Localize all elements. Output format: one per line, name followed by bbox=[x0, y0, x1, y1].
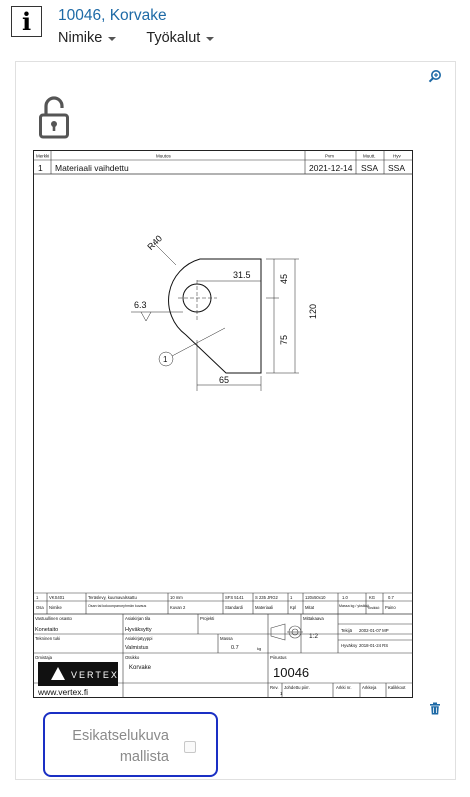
dim-height-total: 120 bbox=[308, 303, 318, 319]
menu-nimike[interactable] bbox=[58, 30, 116, 46]
menu-nimike-label: Nimike bbox=[58, 30, 103, 46]
menu-tyokalut[interactable] bbox=[146, 30, 214, 46]
bom-header: Standardi bbox=[225, 605, 243, 610]
tb-owner: Konetaito bbox=[35, 627, 59, 633]
bom-cell: 0.7 bbox=[388, 595, 394, 600]
bom-header: Massa kg / yksikkö bbox=[339, 604, 370, 608]
dim-height-upper: 45 bbox=[279, 273, 289, 284]
tb-doc-type: Valmistus bbox=[125, 645, 149, 651]
tb-scale: 1:2 bbox=[309, 633, 319, 640]
tb-creator: 2002-01-07 MP bbox=[359, 628, 389, 633]
tb-label: Asiakirjatyyppi bbox=[125, 636, 153, 641]
preview-option[interactable] bbox=[43, 712, 218, 777]
chevron-down-icon bbox=[108, 37, 116, 41]
zoom-in-icon[interactable] bbox=[428, 69, 442, 83]
rev-header-mark: Merkki bbox=[36, 153, 50, 159]
tb-label: Tekninen tuki bbox=[35, 636, 61, 641]
bom-header: Materiaali bbox=[255, 605, 274, 610]
rev-row-by: SSA bbox=[361, 163, 379, 173]
vertex-logo bbox=[38, 662, 119, 686]
info-glyph: i bbox=[21, 7, 32, 36]
rev-header-approved: Hyv bbox=[393, 153, 401, 159]
tb-approver: 2018-01-24 RS bbox=[359, 643, 389, 648]
menu-bar bbox=[58, 30, 214, 46]
tb-label: Mittakaava bbox=[303, 616, 324, 621]
tb-label: Kalikkoot bbox=[388, 685, 406, 690]
bom-cell: 120x50x10 bbox=[305, 595, 326, 600]
bom-header: Kuvan 2 bbox=[170, 605, 186, 610]
rev-row-approved: SSA bbox=[388, 163, 406, 173]
tb-rev: 1 bbox=[280, 691, 283, 696]
dim-roughness: 6.3 bbox=[134, 300, 147, 310]
bom-cell: 1.0 bbox=[342, 595, 348, 600]
tb-label: Arkkeja bbox=[362, 685, 377, 690]
tb-label: Arkki nr. bbox=[336, 685, 352, 690]
rev-row-change: Materiaali vaihdettu bbox=[55, 163, 129, 173]
bom-header: Osa bbox=[36, 605, 44, 610]
bom-header: Mitat bbox=[305, 605, 315, 610]
dim-width-bottom: 65 bbox=[219, 375, 230, 385]
bom-cell: 1 bbox=[290, 595, 293, 600]
item-title: 10046, Korvake bbox=[58, 7, 167, 24]
tb-label: Vastuullinen osasto bbox=[35, 616, 72, 621]
preview-label: Esikatselukuva mallista bbox=[72, 728, 169, 765]
bom-cell: KG bbox=[369, 595, 376, 600]
tb-label: Johdettu piirr. bbox=[284, 685, 310, 690]
bom-cell: VKS401 bbox=[49, 595, 65, 600]
tb-mass: 0.7 bbox=[231, 645, 239, 651]
tb-label: Asiakirjan tila bbox=[125, 616, 151, 621]
tb-label: Tekijä bbox=[341, 628, 352, 633]
tb-label: Rev. bbox=[270, 685, 279, 690]
rev-header-change: Muutos bbox=[156, 153, 171, 159]
tb-label: Projekti bbox=[200, 616, 215, 621]
rev-row-date: 2021-12-14 bbox=[309, 163, 353, 173]
bom-cell: 1 bbox=[36, 595, 39, 600]
bom-header: Yksikkö bbox=[367, 606, 380, 610]
logo-text: VERTEX bbox=[71, 670, 119, 680]
bom-cell: S 235 JRG2 bbox=[255, 595, 278, 600]
rev-header-date: Pvm bbox=[325, 153, 334, 159]
dim-radius: R40 bbox=[145, 233, 165, 253]
bom-cell: Teräslevy, kuumavalssattu bbox=[88, 595, 137, 600]
preview-checkbox[interactable] bbox=[184, 741, 196, 753]
chevron-down-icon bbox=[206, 37, 214, 41]
technical-drawing bbox=[33, 150, 413, 698]
tb-state: Hyväksytty bbox=[125, 627, 152, 633]
bom-header: Kpl bbox=[290, 605, 297, 610]
tb-drawing-number: 10046 bbox=[273, 665, 310, 680]
tb-title: Korvake bbox=[129, 665, 152, 671]
dim-height-lower: 75 bbox=[279, 334, 289, 345]
bom-header: Nimike bbox=[49, 605, 62, 610]
info-icon[interactable] bbox=[11, 6, 42, 37]
bom-cell: SFS 5141 bbox=[225, 595, 244, 600]
rev-row-mark: 1 bbox=[38, 163, 43, 173]
menu-tyokalut-label: Työkalut bbox=[146, 30, 201, 46]
dim-hole-offset: 31.5 bbox=[233, 270, 251, 280]
tb-mass-unit: kg bbox=[257, 646, 262, 651]
bom-header: Osan tai kokoonpanoryhmän kuvaus bbox=[88, 604, 147, 608]
tb-label: Hyväksy bbox=[341, 643, 358, 648]
unlock-icon[interactable] bbox=[38, 95, 70, 139]
bom-header: Paino bbox=[385, 605, 396, 610]
tb-label: Massa bbox=[220, 636, 233, 641]
bom-cell: 10 mm bbox=[170, 595, 183, 600]
tb-label: Otsikko bbox=[125, 655, 140, 660]
tb-label: Omistaja bbox=[35, 655, 52, 660]
callout-number: 1 bbox=[163, 355, 168, 364]
trash-icon[interactable] bbox=[429, 702, 441, 715]
tb-label: Piirustus bbox=[270, 655, 287, 660]
rev-header-by: Muutt. bbox=[363, 153, 376, 159]
vertex-website: www.vertex.fi bbox=[38, 687, 89, 697]
